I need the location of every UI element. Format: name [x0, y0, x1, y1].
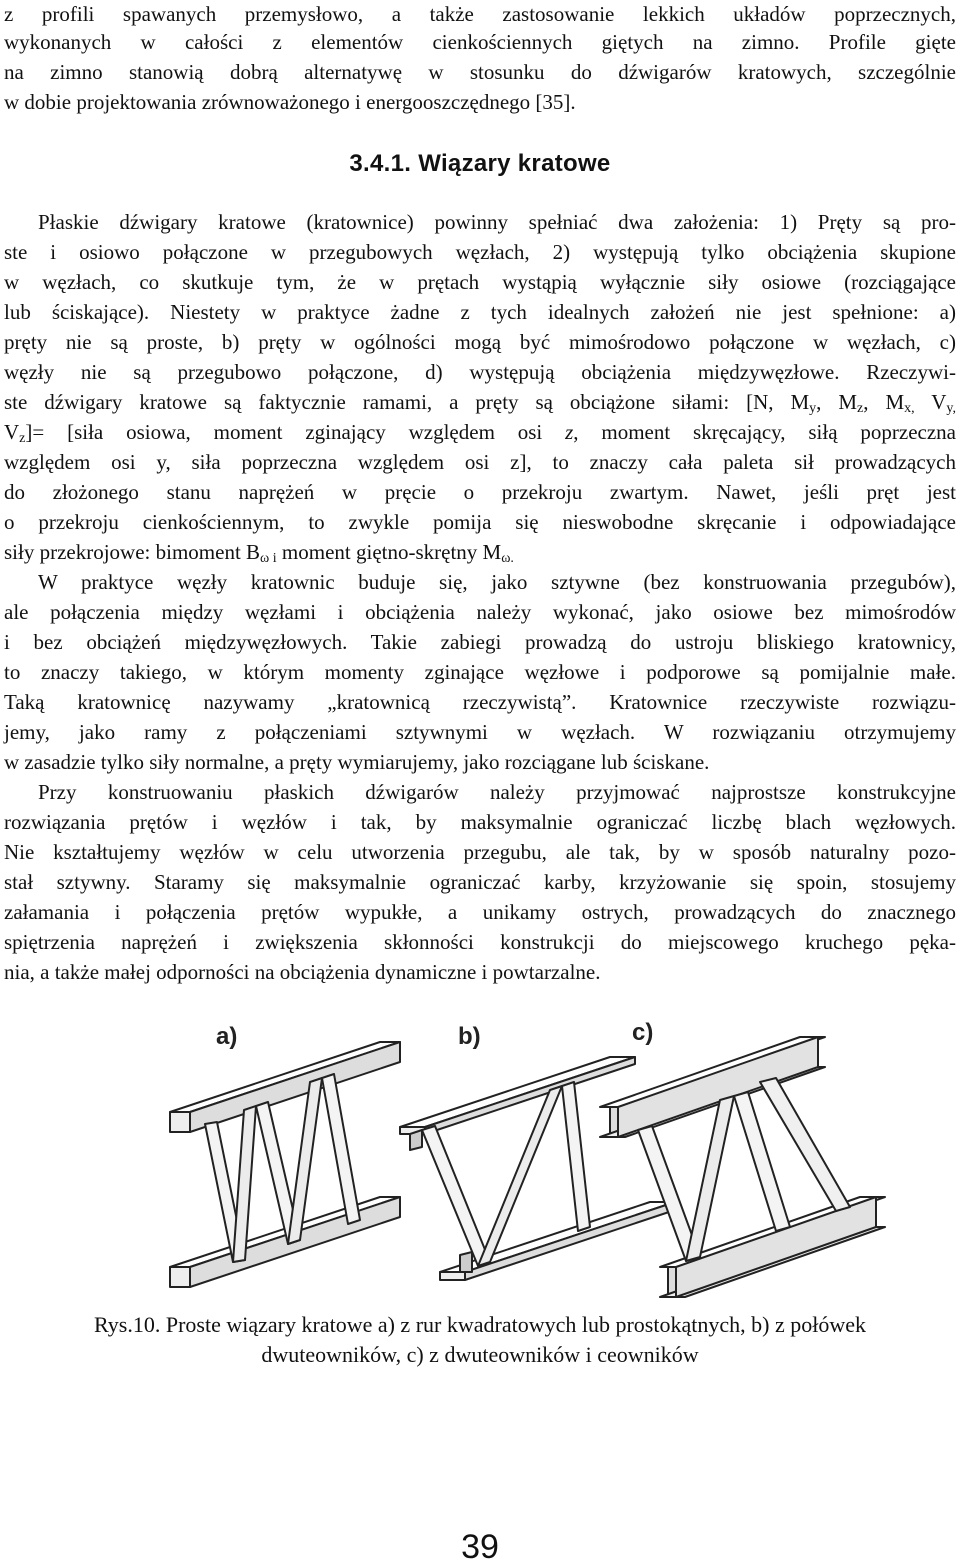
text-line: względem osi y, siła poprzeczna względem osi z], to znaczy cała paleta sił prowadzących — [4, 450, 956, 474]
text-line: lub ściskające). Niestety w praktyce żadne z tych idealnych założeń nie jest spełnione: a) — [4, 300, 956, 324]
text-line: do złożonego stanu naprężeń w pręcie o przekroju zwartym. Nawet, jeśli pręt jest — [4, 480, 956, 504]
text-line: węzły nie są przegubowo połączone, d) występują obciążenia międzywęzłowe. Rzeczywi- — [4, 360, 956, 384]
text-line-forces: $V_z]=$ [siła osiowa, moment zginający względem osi z, moment skręcający, siłą poprzeczna — [4, 420, 956, 446]
text-line: ale połączenia między węzłami i obciążenia należy wykonać, jako osiowe bez mimośrodów — [4, 600, 956, 624]
text-line: Płaskie dźwigary kratowe (kratownice) powinny spełniać dwa założenia: 1) Pręty są pro- — [38, 210, 956, 234]
text-line: Nie kształtujemy węzłów w celu utworzenia przegubu, ale tak, by w sposób naturalny pozo- — [4, 840, 956, 864]
figure-label-b: b) — [458, 1023, 481, 1050]
figure-label-c: c) — [632, 1019, 654, 1046]
text-line: o przekroju cienkościennym, to zwykle pomija się nieswobodne skręcanie i odpowiadające — [4, 510, 956, 534]
text-line: w węzłach, co skutkuje tym, że w prętach wystąpią wyłącznie siły osiowe (rozciągające — [4, 270, 956, 294]
truss-b-drawing — [400, 1023, 675, 1280]
text-line: jemy, jako ramy z połączeniami sztywnymi w węzłach. W rozwiązaniu otrzymujemy — [4, 720, 956, 744]
text-line: wykonanych w całości z elementów cienkościennych giętych na zimno. Profile gięte — [4, 30, 956, 54]
text-line: z profili spawanych przemysłowo, a także zastosowanie lekkich układów poprzecznych, — [4, 2, 956, 26]
text-line-bimoment: siły przekrojowe: bimoment $B_{\omega i}$ moment giętno-skrętny $M_{\omega.}$ — [4, 540, 514, 566]
text-line: Taką kratownicę nazywamy „kratownicą rzeczywistą”. Kratownice rzeczywiste rozwiązu- — [4, 690, 956, 714]
text-line: stał sztywny. Staramy się maksymalnie ograniczać karby, krzyżowanie się spoin, stosujemy — [4, 870, 956, 894]
text-line: na zimno stanowią dobrą alternatywę w stosunku do dźwigarów kratowych, szczególnie — [4, 60, 956, 84]
text-line: rozwiązania prętów i węzłów i tak, by maksymalnie ograniczać liczbę blach węzłowych. — [4, 810, 956, 834]
page-number: 39 — [461, 1528, 499, 1566]
text-line: w dobie projektowania zrównoważonego i energooszczędnego [35]. — [4, 90, 576, 114]
text-line: w zasadzie tylko siły normalne, a pręty wymiarujemy, jako rozciągane lub ściskane. — [4, 750, 710, 774]
text-line: załamania i połączenia prętów wypukłe, a unikamy ostrych, prowadzących do znacznego — [4, 900, 956, 924]
figure-caption-continued: dwuteowników, c) z dwuteowników i ceowników — [261, 1342, 699, 1367]
text-line: spiętrzenia naprężeń i zwiększenia skłonności konstrukcji do miejscowego kruchego pęka- — [4, 930, 956, 954]
text-line: nia, a także małej odporności na obciążenia dynamiczne i powtarzalne. — [4, 960, 601, 984]
text-line: pręty nie są proste, b) pręty w ogólności mogą być mimośrodowo połączone w węzłach, c) — [4, 330, 956, 354]
truss-figure — [160, 1012, 950, 1312]
figure-caption: Rys.10. Proste wiązary kratowe a) z rur kwadratowych lub prostokątnych, b) z połówek — [94, 1312, 866, 1337]
text-line-forces: ste dźwigary kratowe są faktycznie ramami, a pręty są obciążone siłami: [N, $M_y$, $M_z$, $M_{x,}$ $V_{y,}$ — [4, 390, 956, 416]
section-heading: 3.4.1. Wiązary kratowe — [349, 150, 611, 177]
figure-label-a: a) — [216, 1023, 238, 1050]
text-line: to znaczy takiego, w którym momenty zginające węzłowe i podporowe są pomijalnie małe. — [4, 660, 956, 684]
text-line: ste i osiowo połączone w przegubowych węzłach, 2) występują tylko obciążenia skupione — [4, 240, 956, 264]
text-line: W praktyce węzły kratownic buduje się, jako sztywne (bez konstruowania przegubów), — [38, 570, 956, 594]
text-line: i bez obciążeń międzywęzłowych. Takie zabiegi prowadzą do ustroju bliskiego kratownicy, — [4, 630, 956, 654]
text-line: Przy konstruowaniu płaskich dźwigarów należy przyjmować najprostsze konstrukcyjne — [38, 780, 956, 804]
truss-a-drawing — [170, 1023, 400, 1287]
truss-c-drawing — [600, 1019, 885, 1297]
